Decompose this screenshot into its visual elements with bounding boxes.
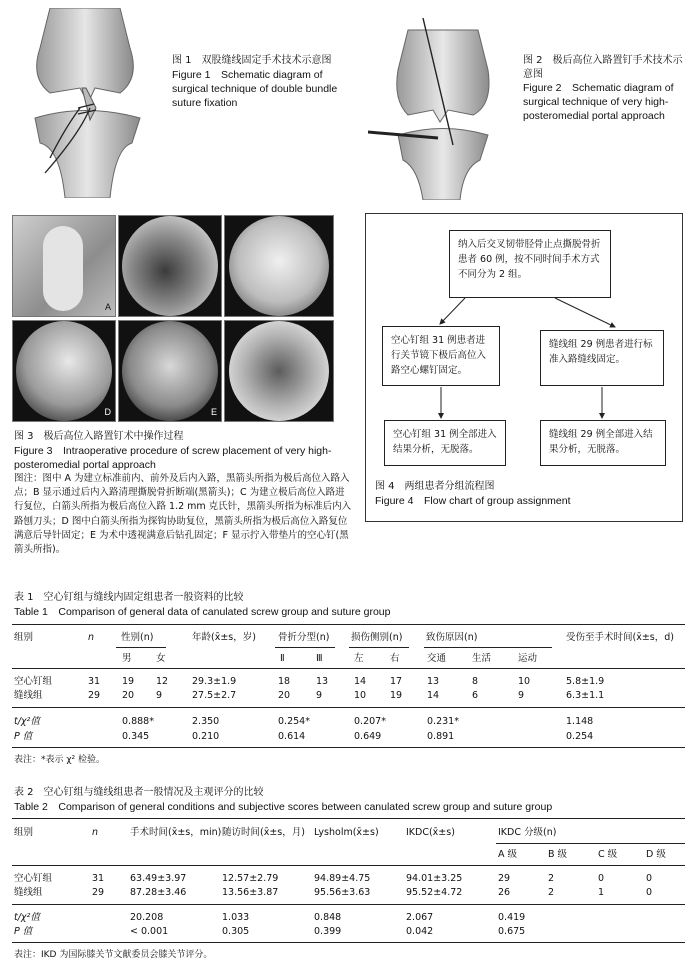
cell: 1	[598, 887, 605, 898]
cell: 13.56±3.87	[222, 887, 279, 898]
cell: 0.305	[222, 926, 250, 937]
cell: 20	[122, 690, 135, 701]
figure-1-caption-en: Figure 1 Schematic diagram of surgical technique of double bundle suture fixation	[172, 68, 338, 109]
flow-box-screw-result: 空心钉组 31 例全部进入结果分析，无脱落。	[384, 420, 506, 466]
photo-panel-e	[118, 320, 222, 422]
flow-box-suture-group: 缝线组 29 例患者进行标准入路缝线固定。	[540, 330, 664, 386]
photo-panel-c	[224, 215, 334, 317]
table-row	[0, 873, 695, 887]
panel-label: C	[322, 301, 329, 312]
cell: 1.033	[222, 912, 250, 923]
cell: 26	[498, 887, 511, 898]
cell: 6	[472, 690, 479, 701]
cell: 0.254*	[278, 716, 310, 727]
photo-panel-d	[12, 320, 116, 422]
cell: 0.891	[427, 731, 455, 742]
sub-grade-a: A 级	[498, 849, 518, 860]
panel-label: E	[210, 406, 217, 417]
photo-panel-a	[12, 215, 116, 317]
cell: 10	[354, 690, 367, 701]
col-header-follow-up: 随访时间(x̄±s，月)	[222, 827, 305, 838]
cell: 0	[598, 873, 605, 884]
table-2-body-rule	[12, 904, 685, 905]
cell: 0.399	[314, 926, 342, 937]
figure-3-caption-zh: 图 3 极后高位入路置钉术中操作过程	[14, 431, 184, 442]
cell: t/χ²值	[14, 716, 40, 727]
sub-type-3: Ⅲ	[316, 653, 323, 664]
table-1-header-row	[0, 632, 695, 646]
cell: 0	[646, 873, 653, 884]
col-header-fracture-type: 骨折分型(n)	[278, 632, 330, 643]
cell: 0.042	[406, 926, 434, 937]
col-header-time-to-surgery: 受伤至手术时间(x̄±s，d)	[566, 632, 674, 643]
table-1-header-rule	[12, 668, 685, 669]
cell: 缝线组	[14, 887, 43, 898]
cell: 94.01±3.25	[406, 873, 463, 884]
cell: 19	[122, 676, 135, 687]
cell: 29	[92, 887, 105, 898]
table-1-title-en: Table 1 Comparison of general data of canulated screw group and suture group	[14, 605, 391, 618]
table-2-title	[14, 786, 684, 814]
cell: 5.8±1.9	[566, 676, 605, 687]
figure-4-caption-zh: 图 4 两组患者分组流程图	[375, 481, 495, 492]
sub-male: 男	[122, 653, 132, 664]
sub-left: 左	[354, 653, 364, 664]
cell: 94.89±4.75	[314, 873, 371, 884]
sub-traffic: 交通	[427, 653, 447, 664]
sub-life: 生活	[472, 653, 492, 664]
cell: 0.888*	[122, 716, 154, 727]
table-2-title-zh: 表 2 空心钉组与缝线组患者一般情况及主观评分的比较	[14, 787, 264, 798]
cell: 0	[646, 887, 653, 898]
cell: 19	[390, 690, 403, 701]
panel-label: A	[104, 301, 111, 312]
flow-box-enrollment: 纳入后交叉韧带胫骨止点撕脱骨折患者 60 例，按不同时间手术方式不同分为 2 组。	[449, 230, 611, 298]
knee-screw-drawing	[368, 10, 508, 200]
table-1-title-zh: 表 1 空心钉组与缝线内固定组患者一般资料的比较	[14, 592, 244, 603]
figure-2-caption	[523, 54, 683, 124]
table-2-top-rule	[12, 818, 685, 819]
subheader-rule	[116, 647, 166, 648]
figure-2-caption-en: Figure 2 Schematic diagram of surgical technique of very high-posteromedial portal approach	[523, 82, 674, 123]
cell: 27.5±2.7	[192, 690, 237, 701]
cell: 0.419	[498, 912, 526, 923]
knee-suture-drawing	[20, 8, 150, 198]
table-row	[0, 676, 695, 690]
flow-box-screw-group: 空心钉组 31 例患者进行关节镜下极后高位入路空心螺钉固定。	[382, 326, 500, 386]
col-header-ikdc-grade: IKDC 分级(n)	[498, 827, 557, 838]
flow-arrows	[365, 213, 683, 473]
cell: 87.28±3.46	[130, 887, 187, 898]
cell: 31	[92, 873, 105, 884]
cell: 0.614	[278, 731, 306, 742]
col-header-group: 组别	[14, 827, 34, 838]
col-header-group: 组别	[14, 632, 34, 643]
sub-type-2: Ⅱ	[280, 653, 285, 664]
cell: 0.649	[354, 731, 382, 742]
figure-2-caption-zh: 图 2 极后高位入路置钉手术技术示意图	[523, 55, 683, 80]
cell: 10	[518, 676, 531, 687]
figure-1-caption	[172, 54, 342, 110]
table-stat-row	[0, 912, 695, 926]
cell: 12.57±2.79	[222, 873, 279, 884]
sub-sport: 运动	[518, 653, 538, 664]
cell: 14	[427, 690, 440, 701]
figure-4-caption-en: Figure 4 Flow chart of group assignment	[375, 494, 571, 507]
cell: 9	[156, 690, 163, 701]
cell: 1.148	[566, 716, 594, 727]
panel-label: F	[323, 406, 329, 417]
table-stat-row	[0, 731, 695, 745]
col-header-ikdc: IKDC(x̄±s)	[406, 827, 455, 838]
figure-3-caption	[14, 430, 354, 557]
col-header-injury-side: 损伤侧别(n)	[351, 632, 403, 643]
cell: 17	[390, 676, 403, 687]
col-header-cause: 致伤原因(n)	[426, 632, 478, 643]
table-row	[0, 887, 695, 901]
subheader-rule	[349, 647, 409, 648]
col-header-lysholm: Lysholm(x̄±s)	[314, 827, 379, 838]
subheader-rule	[496, 843, 685, 844]
flow-box-suture-result: 缝线组 29 例全部进入结果分析，无脱落。	[540, 420, 666, 466]
table-row	[0, 690, 695, 704]
cell: 2	[548, 873, 555, 884]
table-2-header-row	[0, 827, 695, 841]
cell: 0.675	[498, 926, 526, 937]
cell: 12	[156, 676, 169, 687]
figure-4-caption	[375, 480, 675, 508]
cell: 18	[278, 676, 291, 687]
col-header-n: n	[92, 827, 99, 838]
table-2-bottom-rule	[12, 942, 685, 943]
sub-female: 女	[156, 653, 166, 664]
sub-grade-d: D 级	[646, 849, 666, 860]
figure-2-illustration	[368, 10, 508, 200]
photo-panel-f	[224, 320, 334, 422]
col-header-n: n	[88, 632, 95, 643]
cell: 29	[88, 690, 101, 701]
figure-3-note: 图注：图中 A 为建立标准前内、前外及后内入路，黑箭头所指为极后高位入路入点；B 显示通过后内入路清理撕脱骨折断端(黑箭头)；C 为建立极后高位入路进行复位，白箭头所指为极后高位入路 1.2 mm 克氏针，黑箭头所指为标准后内入路刨刀头；D 图中白箭头所指为探钩协助复位，黑箭头所指为极后高位入路复位满意后导针固定；E 为术中透视满意后钻孔固定；F 显示拧入带垫片的空心钉(黑箭头所指)。	[14, 472, 352, 556]
sub-grade-b: B 级	[548, 849, 568, 860]
panel-label: D	[104, 406, 111, 417]
sub-grade-c: C 级	[598, 849, 618, 860]
table-2-title-en: Table 2 Comparison of general conditions and subjective scores between canulated screw group and suture group	[14, 800, 553, 813]
figure-1-caption-zh: 图 1 双股缝线固定手术技术示意图	[172, 55, 332, 66]
cell: 14	[354, 676, 367, 687]
table-2-header-rule	[12, 865, 685, 866]
figure-1-illustration	[20, 8, 150, 198]
cell: P 值	[14, 926, 33, 937]
table-1-subheader-row	[0, 653, 695, 667]
cell: 空心钉组	[14, 676, 53, 687]
cell: 2.067	[406, 912, 434, 923]
cell: t/χ²值	[14, 912, 40, 923]
cell: 20	[278, 690, 291, 701]
table-stat-row	[0, 716, 695, 730]
col-header-op-time: 手术时间(x̄±s，min)	[130, 827, 222, 838]
cell: 0.345	[122, 731, 150, 742]
cell: 0.210	[192, 731, 220, 742]
cell: 95.52±4.72	[406, 887, 463, 898]
cell: 31	[88, 676, 101, 687]
panel-label: B	[210, 301, 217, 312]
table-1-top-rule	[12, 624, 685, 625]
subheader-rule	[424, 647, 552, 648]
cell: 63.49±3.97	[130, 873, 187, 884]
sub-right: 右	[390, 653, 400, 664]
table-1-note: 表注：*表示 χ² 检验。	[14, 755, 106, 765]
cell: < 0.001	[130, 926, 169, 937]
table-1-title	[14, 591, 684, 619]
cell: 95.56±3.63	[314, 887, 371, 898]
col-header-sex: 性别(n)	[121, 632, 154, 643]
cell: 9	[518, 690, 525, 701]
cell: 13	[316, 676, 329, 687]
table-stat-row	[0, 926, 695, 940]
cell: 29	[498, 873, 511, 884]
cell: 空心钉组	[14, 873, 53, 884]
cell: 0.254	[566, 731, 594, 742]
table-2-note: 表注：IKD 为国际膝关节文献委员会膝关节评分。	[14, 950, 213, 960]
figure-3-caption-en: Figure 3 Intraoperative procedure of screw placement of very high-posteromedial portal approach	[14, 444, 332, 471]
cell: 20.208	[130, 912, 164, 923]
table-1-bottom-rule	[12, 747, 685, 748]
cell: 0.231*	[427, 716, 459, 727]
table-2-subheader-row	[0, 849, 695, 863]
col-header-age: 年龄(x̄±s，岁)	[192, 632, 256, 643]
table-1-body-rule	[12, 707, 685, 708]
cell: 2	[548, 887, 555, 898]
cell: 13	[427, 676, 440, 687]
cell: 0.848	[314, 912, 342, 923]
photo-panel-b	[118, 215, 222, 317]
cell: 0.207*	[354, 716, 386, 727]
cell: 8	[472, 676, 479, 687]
cell: P 值	[14, 731, 33, 742]
cell: 2.350	[192, 716, 220, 727]
cell: 缝线组	[14, 690, 43, 701]
cell: 29.3±1.9	[192, 676, 237, 687]
cell: 6.3±1.1	[566, 690, 605, 701]
cell: 9	[316, 690, 323, 701]
subheader-rule	[275, 647, 335, 648]
